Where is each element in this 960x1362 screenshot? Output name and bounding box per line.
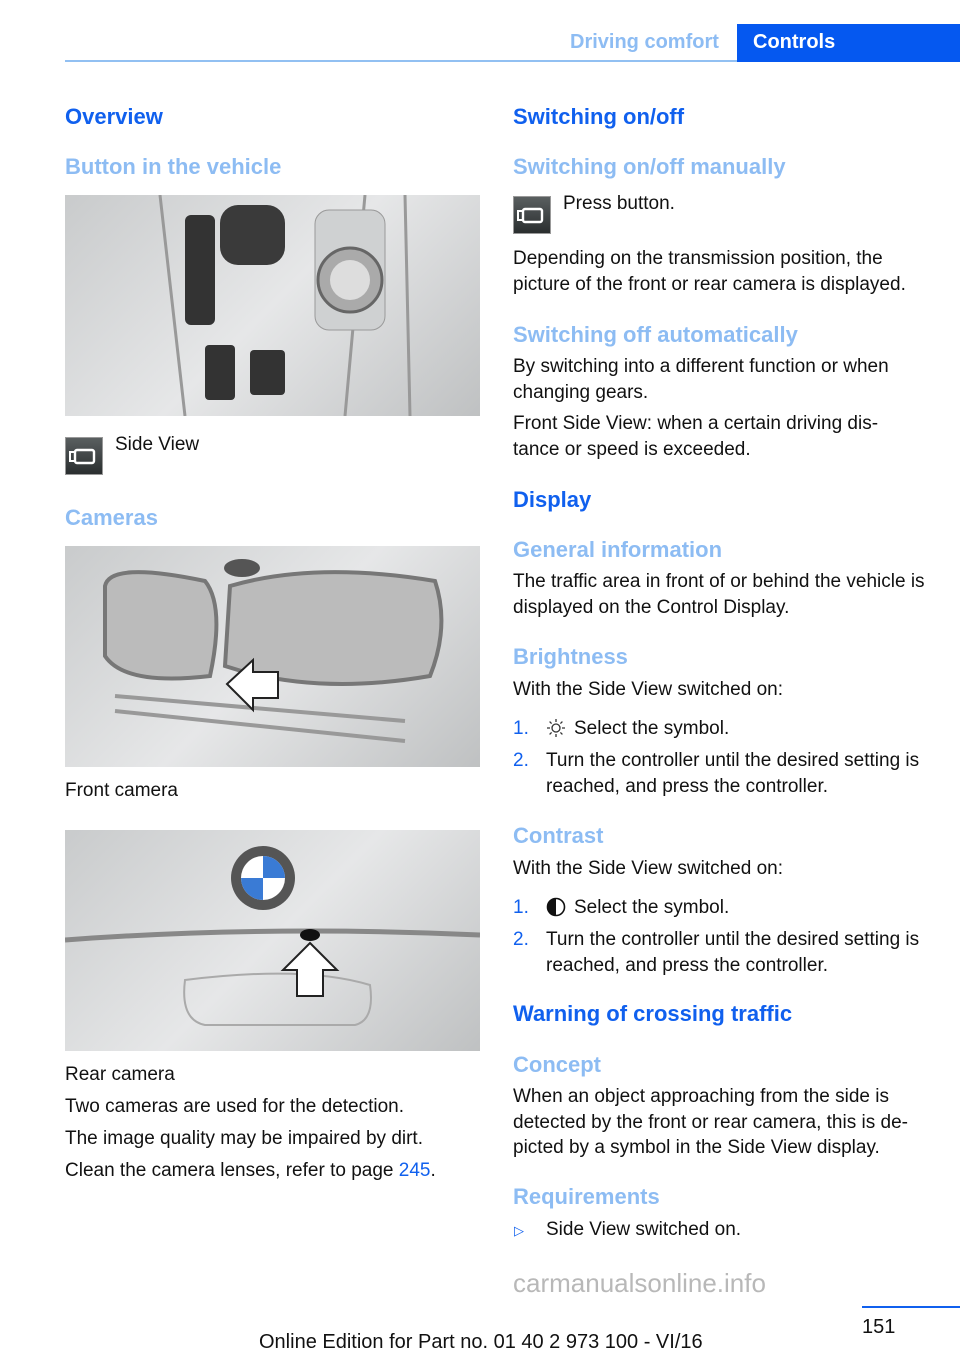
footer-divider	[862, 1306, 960, 1308]
header-divider	[65, 60, 737, 62]
step-number: 2.	[513, 750, 529, 771]
press-button-text: Press button.	[563, 193, 675, 214]
page-link-245[interactable]: 245	[398, 1160, 431, 1181]
requirement-item: Side View switched on.	[546, 1219, 742, 1240]
period: .	[430, 1160, 436, 1181]
footer-edition: Online Edition for Part no. 01 40 2 973 100 - VI/16	[259, 1331, 703, 1353]
paragraph-clean-lenses	[65, 1158, 436, 1184]
front-camera-caption: Front camera	[65, 780, 178, 801]
step-number: 2.	[513, 929, 529, 950]
contrast-icon	[546, 897, 566, 917]
heading-display: Display	[513, 487, 592, 512]
step-text: Select the symbol.	[574, 718, 730, 739]
paragraph-image-quality: The image quality may be impaired by dirt.	[65, 1128, 423, 1149]
console-illustration	[65, 195, 480, 416]
header-tab-controls[interactable]: Controls	[737, 24, 960, 62]
rear-camera-photo	[65, 830, 480, 1051]
heading-switching-off-auto: Switching off automatically	[513, 322, 798, 347]
clean-text: Clean the camera lenses, refer to page	[65, 1160, 399, 1181]
side-view-button-icon-2	[513, 196, 551, 234]
step-text: Select the symbol.	[574, 897, 730, 918]
paragraph-contrast: With the Side View switched on:	[513, 858, 784, 879]
heading-switching-manually: Switching on/off manually	[513, 154, 786, 179]
step-text: Turn the controller until the desired setting is reached, and press the controller.	[546, 929, 920, 976]
paragraph-auto-2: Front Side View: when a certain driving dis‐tance or speed is exceeded.	[513, 413, 879, 460]
center-console-photo	[65, 195, 480, 416]
header-section[interactable]: Driving comfort	[570, 31, 719, 53]
front-camera-photo	[65, 546, 480, 767]
heading-warning-crossing: Warning of crossing traffic	[513, 1001, 793, 1026]
heading-overview: Overview	[65, 104, 163, 129]
page-number: 151	[862, 1316, 896, 1338]
heading-switching: Switching on/off	[513, 104, 685, 129]
heading-contrast: Contrast	[513, 823, 604, 848]
heading-requirements: Requirements	[513, 1184, 660, 1209]
step-number: 1.	[513, 897, 529, 918]
paragraph-two-cameras: Two cameras are used for the detection.	[65, 1096, 405, 1117]
heading-button-in-vehicle: Button in the vehicle	[65, 154, 282, 179]
heading-concept: Concept	[513, 1052, 601, 1077]
paragraph-auto-1: By switching into a different function or when changing gears.	[513, 356, 889, 403]
paragraph-brightness: With the Side View switched on:	[513, 679, 784, 700]
rear-trunk-illustration	[65, 830, 480, 1051]
step-text: Turn the controller until the desired setting is reached, and press the controller.	[546, 750, 920, 797]
paragraph-concept: When an object approaching from the side is detected by the front or rear camera, this is de‐picted by a symbol in the Side View display.	[513, 1086, 908, 1158]
heading-brightness: Brightness	[513, 644, 628, 669]
side-view-label: Side View	[115, 434, 200, 455]
watermark: carmanualsonline.info	[513, 1268, 766, 1298]
paragraph-depending: Depending on the transmission position, the picture of the front or rear camera is displayed.	[513, 248, 906, 295]
rear-camera-caption: Rear camera	[65, 1064, 175, 1085]
paragraph-general: The traffic area in front of or behind the vehicle is displayed on the Control Display.	[513, 571, 925, 618]
heading-cameras: Cameras	[65, 505, 158, 530]
triangle-bullet-icon: ▷	[514, 1223, 524, 1238]
side-view-button-icon	[65, 437, 103, 475]
step-number: 1.	[513, 718, 529, 739]
front-grille-illustration	[65, 546, 480, 767]
sun-brightness-icon	[546, 718, 566, 738]
heading-general-info: General information	[513, 537, 723, 562]
